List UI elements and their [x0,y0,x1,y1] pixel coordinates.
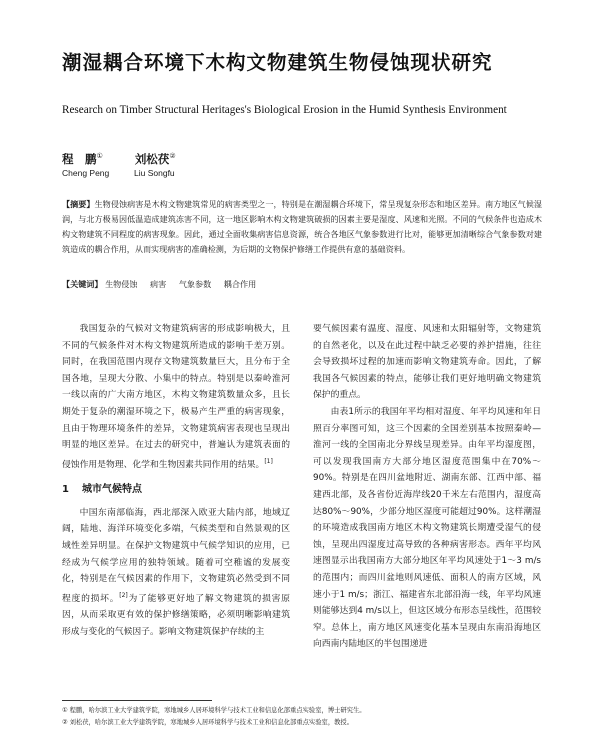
abstract-label: 【摘要】 [62,199,95,209]
footnote: ① 程鹏，哈尔滨工业大学建筑学院，寒地城乡人居环境科学与技术工业和信息化部重点实验室，博士研究生。 [62,707,366,714]
keyword: 气象参数 [178,279,212,289]
author-name: 刘松茯 [134,152,170,166]
footnote-divider [62,700,212,701]
author-name: 程 鹏 [62,152,97,166]
keywords [62,279,542,290]
body-column-left [62,321,290,641]
keywords-label: 【关键词】 [62,279,103,289]
footnotes [62,705,542,729]
body-paragraph: 我国复杂的气候对文物建筑病害的形成影响极大，且不同的气候条件对木构文物建筑所造成的影响千差万别。同时，在我国范围内现存文物建筑数量巨大，且分布于全国各地，呈现大分散、小集中的特点。特别是以秦岭淮河一线以南的广大南方地区，木构文物建筑数量众多，且长期处于复杂的潮湿环境之下，极易产生严重的病害现象，且由于物理环境条件的差异，文物建筑病害表现也呈现出明显的地区差异。在过去的研究中，普遍认为建筑表面的侵蚀作用是物理、化学和生物因素共同作用的结果。[1] [62,324,290,470]
citation-ref[interactable]: [1] [264,457,273,465]
abstract [62,197,542,257]
body-column-right [313,321,541,653]
author-line [62,151,176,167]
paper-title: 潮湿耦合环境下木构文物建筑生物侵蚀现状研究 [62,51,493,74]
section-number: 1 [62,484,69,496]
author-pinyin: Liu Songfu [134,168,175,178]
body-paragraph: 中国东南部临海，西北部深入欧亚大陆内部，地域辽阔，陆地、海洋环境变化多端，气候类型和自然景观的区域性差异明显。在保护文物建筑中气候学知识的应用，已经成为气候学应用的独特领域。随着可空稚谧的发展变化，特别是在气候因素的作用下，文物建筑必然受到不同程度的损坏。[2]为了能够更好地了解文物建筑的损害原因，从而采取更有效的保护修缮策略，必须明晰影响建筑形成与变化的气候因子。影响文物建筑保护存续的主 [62,507,290,637]
keyword: 生物侵蚀 [105,279,138,289]
body-paragraph: 由表1所示的我国年平均相对湿度、年平均风速和年日照百分率图可知，这三个因素的全国差别基本按照秦岭—淮河一线的全国南北分界线呈现差异。由年平均湿度图，可以发现我国南方大部分地区湿度范围集中在70%～90%。特别是在四川盆地附近、湖南东部、江西中部、福建西北部，及各省份近海岸线20千米左右范围内，湿度高达80%～90%，少部分地区湿度可能超过90%。这样潮湿的环境造成我国南方地区木构文物建筑长期遭受湿气的侵蚀，呈现出四湿度过高导致的各种病害形态。西年平均风速图显示出我国南方大部分地区年平均风速处于1～3 m/s的范围内；而四川盆地则风速低、面积人的南方区域，风速小于1 m/s；浙江、福建省东北部沿海一线，年平均风速则能够达到4 m/s以上，但这区域分布形态呈线性，范围较窄。总体上，南方地区风速变化基本呈现由东南沿海地区向西南内陆地区的半包围递进 [313,406,541,650]
author-footnote-mark: ② [169,152,176,161]
author-footnote-mark: ① [96,152,103,161]
section-heading [62,482,290,499]
citation-ref[interactable]: [2] [119,591,128,599]
author-pinyin: Cheng Peng [62,168,110,178]
keyword: 病害 [150,279,167,289]
body-paragraph: 要气候因素有温度、湿度、风速和太阳辐射等，文物建筑的自然老化，以及在此过程中缺乏必要的养护措施，往往会导致损坏过程的加速而影响文物建筑寿命。因此，了解我国各气候因素的特点，能够让我们更好地明确文物建筑保护的重点。 [313,324,541,401]
english-title: Research on Timber Structural Heritages's Biological Erosion in the Humid Synthesis Environment [62,104,507,116]
keyword: 耦合作用 [223,279,257,289]
section-title: 城市气候特点 [82,484,142,496]
footnote: ② 刘松茯，哈尔滨工业大学建筑学院，寒地城乡人居环境科学与技术工业和信息化部重点实验室，教授。 [62,719,354,726]
author-pinyin-line [62,168,175,178]
abstract-text: 生物侵蚀病害是木构文物建筑常见的病害类型之一，特别是在潮湿耦合环境下，常呈现复杂形态和地区差异。南方地区气候湿润，与北方极易因低温造成建筑冻害不同，这一地区影响木构文物建筑破损的因素主要是湿度、风速和光照。不同的气候条件也造成木构文物建筑不同程度的病害现象。因此，通过全面收集病害信息资源，统合各地区气象参数进行比对，能够更加清晰综合气象参数对建筑造成的耦合作用，从而实现病害的准确检测，为后期的文物保护修缮工作提供有意的基础资料。 [62,199,542,254]
